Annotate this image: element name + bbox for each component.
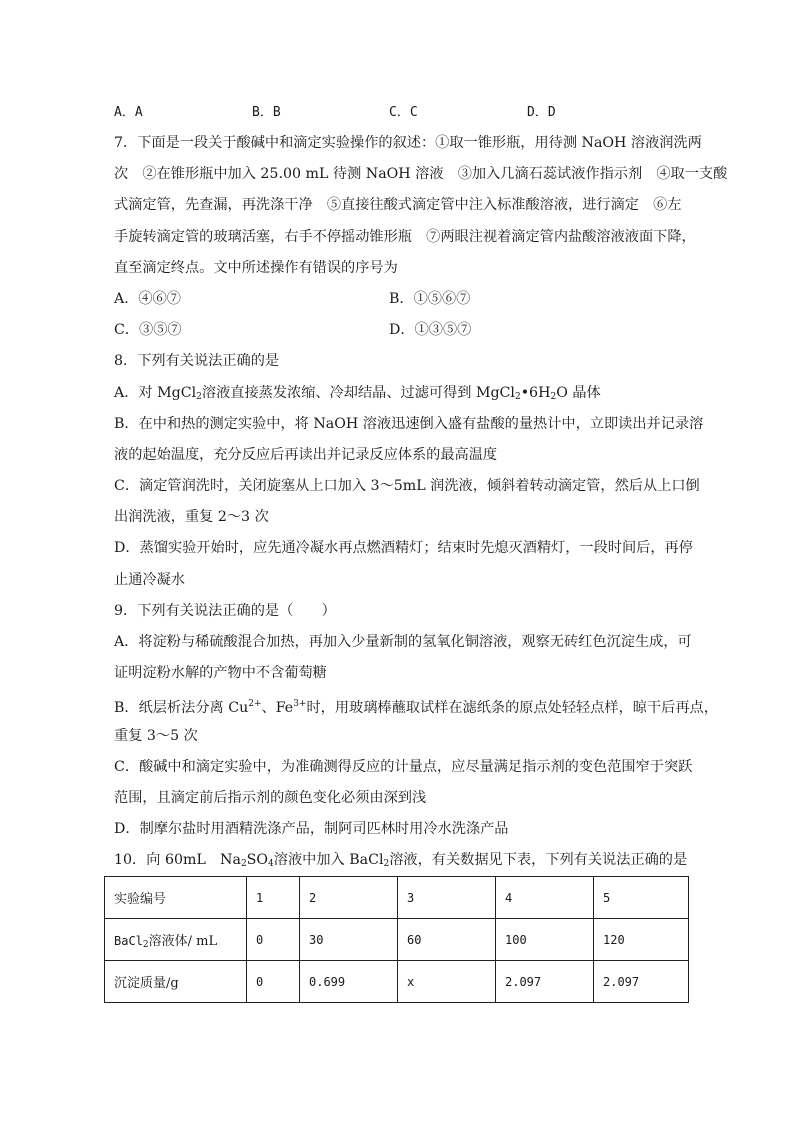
q10-stem-text-3: 溶液中加入 BaCl bbox=[273, 852, 384, 868]
table-row bbox=[105, 919, 689, 961]
q9-option-a-line-2: 证明淀粉水解的产物中不含葡萄糖 bbox=[114, 665, 327, 681]
table-cell: 60 bbox=[398, 919, 496, 961]
q8-a-text-2: 溶液直接蒸发浓缩、冷却结晶、过滤可得到 MgCl bbox=[201, 385, 515, 401]
q9-option-b-line-1 bbox=[114, 694, 718, 718]
q9-b-text-3: 时，用玻璃棒蘸取试样在滤纸条的原点处轻轻点样，晾干后再点， bbox=[306, 700, 718, 716]
table-cell: 1 bbox=[247, 877, 300, 919]
q9-option-d: D．制摩尔盐时用酒精洗涤产品，制阿司匹林时用冷水洗涤产品 bbox=[114, 821, 509, 837]
q10-stem-sub-2: 4 bbox=[268, 859, 274, 869]
table-cell: 0 bbox=[247, 961, 300, 1003]
cell-text: 溶液体/ mL bbox=[148, 933, 218, 949]
table-cell: 30 bbox=[300, 919, 398, 961]
table-cell: 100 bbox=[496, 919, 594, 961]
q8-option-a bbox=[114, 383, 601, 407]
q9-option-c-line-2: 范围，且滴定前后指示剂的颜色变化必须由深到浅 bbox=[114, 790, 427, 806]
table-cell: 3 bbox=[398, 877, 496, 919]
q10-stem-sub-1: 2 bbox=[240, 859, 247, 869]
table-cell bbox=[105, 919, 247, 961]
q6-option-c: C．C bbox=[389, 105, 418, 120]
q9-b-text-2: 、Fe bbox=[261, 700, 294, 716]
table-cell: x bbox=[398, 961, 496, 1003]
q7-line-1: 7．下面是一段关于酸碱中和滴定实验操作的叙述：①取一锥形瓶，用待测 NaOH 溶液润洗两 bbox=[114, 135, 702, 151]
table-cell: 4 bbox=[496, 877, 594, 919]
q10-stem bbox=[114, 850, 687, 874]
q8-option-b-line-1: B．在中和热的测定实验中，将 NaOH 溶液迅速倒入盛有盐酸的量热计中，立即读出并记录溶 bbox=[114, 416, 704, 432]
q7-option-b: B．①⑤⑥⑦ bbox=[389, 291, 471, 307]
q9-option-b-line-2: 重复 3～5 次 bbox=[114, 728, 198, 744]
table-cell: 2 bbox=[300, 877, 398, 919]
q8-a-text-3: •6H bbox=[520, 385, 551, 401]
q8-stem: 8．下列有关说法正确的是 bbox=[114, 353, 280, 369]
q6-option-d: D．D bbox=[527, 105, 556, 120]
table-cell: 0.699 bbox=[300, 961, 398, 1003]
table-cell: 0 bbox=[247, 919, 300, 961]
cell-sub: 2 bbox=[142, 939, 149, 950]
q10-stem-sub-3: 2 bbox=[383, 859, 390, 869]
q7-option-c: C．③⑤⑦ bbox=[114, 322, 182, 338]
q8-a-sub-1: 2 bbox=[196, 392, 202, 402]
q8-a-sub-3: 2 bbox=[550, 392, 557, 402]
table-cell: 实验编号 bbox=[105, 877, 247, 919]
table-cell: 2.097 bbox=[496, 961, 594, 1003]
q10-stem-text-1: 10．向 60mL Na bbox=[114, 852, 241, 868]
cell-text: BaCl bbox=[114, 933, 143, 948]
q8-a-sub-2: 2 bbox=[514, 392, 521, 402]
table-cell: 沉淀质量/g bbox=[105, 961, 247, 1003]
table-row bbox=[105, 961, 689, 1003]
q9-b-text-1: B．纸层析法分离 Cu bbox=[114, 700, 249, 716]
q9-b-sup-1: 2+ bbox=[248, 699, 262, 709]
table-cell: 120 bbox=[594, 919, 689, 961]
table-row bbox=[105, 877, 689, 919]
q9-b-sup-2: 3+ bbox=[293, 699, 307, 709]
q7-line-3: 式滴定管，先查漏，再洗涤干净 ⑤直接往酸式滴定管中注入标准酸溶液，进行滴定 ⑥左 bbox=[114, 197, 682, 213]
q10-stem-text-4: 溶液，有关数据见下表，下列有关说法正确的是 bbox=[389, 852, 688, 868]
q6-option-b: B．B bbox=[252, 105, 281, 120]
q8-option-d-line-2: 止通冷凝水 bbox=[114, 572, 185, 588]
q8-option-d-line-1: D．蒸馏实验开始时，应先通冷凝水再点燃酒精灯；结束时先熄灭酒精灯，一段时间后，再停 bbox=[114, 540, 693, 556]
table-cell: 2.097 bbox=[594, 961, 689, 1003]
q9-option-a-line-1: A．将淀粉与稀硫酸混合加热，再加入少量新制的氢氧化铜溶液，观察无砖红色沉淀生成，可 bbox=[114, 634, 692, 650]
q10-data-table bbox=[104, 876, 689, 1003]
q7-option-a: A．④⑥⑦ bbox=[114, 291, 181, 307]
q7-line-5: 直至滴定终点。文中所述操作有错误的序号为 bbox=[114, 260, 398, 276]
q8-option-c-line-2: 出润洗液，重复 2～3 次 bbox=[114, 509, 269, 525]
q9-stem: 9．下列有关说法正确的是（ ） bbox=[114, 603, 336, 619]
table-cell: 5 bbox=[594, 877, 689, 919]
q7-line-2: 次 ②在锥形瓶中加入 25.00 mL 待测 NaOH 溶液 ③加入几滴石蕊试液作指示剂 ④取一支酸 bbox=[114, 166, 728, 182]
q6-option-a: A．A bbox=[114, 105, 143, 120]
q7-line-4: 手旋转滴定管的玻璃活塞，右手不停摇动锥形瓶 ⑦两眼注视着滴定管内盐酸溶液液面下降， bbox=[114, 229, 696, 245]
q9-option-c-line-1: C．酸碱中和滴定实验中，为准确测得反应的计量点，应尽量满足指示剂的变色范围窄于突跃 bbox=[114, 759, 693, 775]
q8-a-text-4: O 晶体 bbox=[556, 385, 601, 401]
q8-option-b-line-2: 液的起始温度，充分反应后再读出并记录反应体系的最高温度 bbox=[114, 447, 498, 463]
q10-stem-text-2: SO bbox=[246, 852, 269, 868]
q8-a-text-1: A．对 MgCl bbox=[114, 385, 197, 401]
q7-option-d: D．①③⑤⑦ bbox=[389, 322, 472, 338]
q8-option-c-line-1: C．滴定管润洗时，关闭旋塞从上口加入 3～5mL 润洗液，倾斜着转动滴定管，然后从上口倒 bbox=[114, 478, 700, 494]
